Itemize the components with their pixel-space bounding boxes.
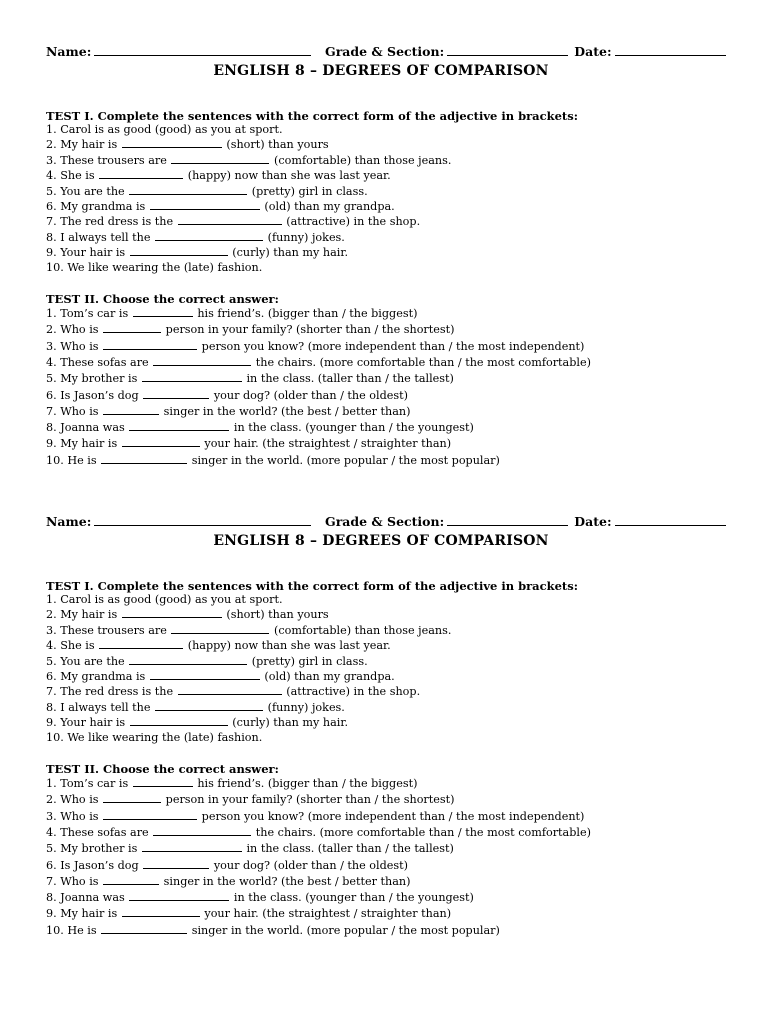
question-text-after: in the class. (younger than / the youngest) — [233, 421, 474, 435]
question-item — [46, 137, 726, 152]
test1-list — [46, 123, 726, 275]
question-text: 4. She is — [46, 169, 95, 183]
question-text: 7. Who is — [46, 874, 99, 888]
question-text: 1. Tom’s car is — [46, 777, 129, 791]
question-text: 5. My brother is — [46, 842, 138, 856]
answer-blank[interactable] — [101, 923, 187, 934]
test1-heading: TEST I. Complete the sentences with the correct form of the adjective in brackets: — [46, 579, 578, 593]
question-text: 10. He is — [46, 453, 97, 467]
answer-blank[interactable] — [133, 306, 193, 317]
question-text-after: (funny) jokes. — [267, 700, 345, 714]
question-text-after: (short) than yours — [226, 608, 329, 622]
date-label: Date: — [574, 44, 612, 59]
question-text: 10. We like wearing the (late) fashion. — [46, 260, 263, 274]
answer-blank[interactable] — [150, 199, 260, 210]
worksheet-title: ENGLISH 8 – DEGREES OF COMPARISON — [213, 533, 549, 549]
answer-blank[interactable] — [103, 792, 161, 803]
question-text-after: person you know? (more independent than / the most independent) — [201, 809, 585, 823]
question-item — [46, 623, 726, 638]
question-text: 8. Joanna was — [46, 891, 125, 905]
question-item — [46, 199, 726, 214]
question-item — [46, 607, 726, 622]
date-blank — [615, 44, 726, 56]
question-item — [46, 306, 726, 322]
question-text: 1. Carol is as good (good) as you at sport. — [46, 593, 283, 606]
question-item — [46, 339, 726, 355]
question-text-after: singer in the world? (the best / better than) — [163, 874, 411, 888]
question-text: 8. I always tell the — [46, 700, 151, 714]
answer-blank[interactable] — [130, 245, 228, 256]
question-text-after: (short) than yours — [226, 138, 329, 152]
question-item — [46, 825, 726, 841]
grade-blank — [447, 44, 568, 56]
answer-blank[interactable] — [129, 654, 247, 665]
question-text: 4. These sofas are — [46, 825, 149, 839]
answer-blank[interactable] — [122, 906, 200, 917]
question-text-after: his friend’s. (bigger than / the biggest) — [197, 307, 418, 321]
worksheet-1 — [46, 44, 726, 469]
answer-blank[interactable] — [153, 825, 251, 836]
test2-list — [46, 776, 726, 939]
question-text: 9. Your hair is — [46, 246, 126, 260]
question-item — [46, 841, 726, 857]
question-text: 3. These trousers are — [46, 153, 167, 167]
question-item — [46, 593, 726, 607]
answer-blank[interactable] — [143, 388, 209, 399]
question-item — [46, 230, 726, 245]
answer-blank[interactable] — [150, 669, 260, 680]
question-text: 4. These sofas are — [46, 355, 149, 369]
question-item — [46, 669, 726, 684]
name-label: Name: — [46, 44, 92, 59]
question-text-after: (old) than my grandpa. — [264, 200, 395, 214]
answer-blank[interactable] — [171, 623, 269, 634]
answer-blank[interactable] — [122, 436, 200, 447]
answer-blank[interactable] — [103, 404, 159, 415]
question-text-after: (happy) now than she was last year. — [187, 639, 391, 653]
test1-list — [46, 593, 726, 745]
worksheet-2 — [46, 514, 726, 939]
header-row — [46, 514, 726, 530]
question-text: 9. Your hair is — [46, 716, 126, 730]
question-text-after: (curly) than my hair. — [232, 246, 349, 260]
question-item — [46, 420, 726, 436]
question-text-after: the chairs. (more comfortable than / the most comfortable) — [255, 825, 591, 839]
answer-blank[interactable] — [178, 214, 282, 225]
answer-blank[interactable] — [103, 874, 159, 885]
name-blank — [94, 514, 311, 526]
question-text: 1. Carol is as good (good) as you at sport. — [46, 123, 283, 136]
question-text: 6. Is Jason’s dog — [46, 858, 139, 872]
worksheet-title: ENGLISH 8 – DEGREES OF COMPARISON — [213, 63, 549, 79]
question-text: 8. I always tell the — [46, 230, 151, 244]
question-text-after: (attractive) in the shop. — [286, 215, 421, 229]
question-item — [46, 684, 726, 699]
answer-blank[interactable] — [155, 230, 263, 241]
question-item — [46, 700, 726, 715]
question-text-after: your hair. (the straightest / straighter than) — [204, 437, 452, 451]
question-text-after: (happy) now than she was last year. — [187, 169, 391, 183]
question-item — [46, 184, 726, 199]
question-text: 9. My hair is — [46, 437, 118, 451]
question-item — [46, 214, 726, 229]
question-text-after: person you know? (more independent than / the most independent) — [201, 339, 585, 353]
test1-heading: TEST I. Complete the sentences with the correct form of the adjective in brackets: — [46, 109, 578, 123]
question-item — [46, 731, 726, 745]
answer-blank[interactable] — [143, 858, 209, 869]
question-text: 7. Who is — [46, 404, 99, 418]
question-text-after: person in your family? (shorter than / the shortest) — [165, 793, 455, 807]
answer-blank[interactable] — [171, 153, 269, 164]
question-text: 3. These trousers are — [46, 623, 167, 637]
question-item — [46, 858, 726, 874]
answer-blank[interactable] — [178, 684, 282, 695]
question-item — [46, 371, 726, 387]
question-text: 5. You are the — [46, 654, 125, 668]
date-blank — [615, 514, 726, 526]
answer-blank[interactable] — [129, 890, 229, 901]
question-item — [46, 776, 726, 792]
question-text-after: (funny) jokes. — [267, 230, 345, 244]
question-text-after: (old) than my grandpa. — [264, 670, 395, 684]
question-item — [46, 654, 726, 669]
question-text-after: singer in the world? (the best / better than) — [163, 404, 411, 418]
question-text: 6. My grandma is — [46, 200, 146, 214]
test2-heading: TEST II. Choose the correct answer: — [46, 292, 279, 307]
answer-blank[interactable] — [99, 638, 183, 649]
question-text: 1. Tom’s car is — [46, 307, 129, 321]
question-text: 5. You are the — [46, 184, 125, 198]
question-text-after: the chairs. (more comfortable than / the most comfortable) — [255, 355, 591, 369]
answer-blank[interactable] — [101, 453, 187, 464]
question-item — [46, 322, 726, 338]
question-text: 9. My hair is — [46, 907, 118, 921]
question-text: 8. Joanna was — [46, 421, 125, 435]
question-text-after: (attractive) in the shop. — [286, 685, 421, 699]
question-item — [46, 715, 726, 730]
answer-blank[interactable] — [153, 355, 251, 366]
question-text-after: (pretty) girl in class. — [251, 654, 368, 668]
question-item — [46, 436, 726, 452]
grade-blank — [447, 514, 568, 526]
question-text: 7. The red dress is the — [46, 215, 174, 229]
grade-label: Grade & Section: — [325, 44, 445, 59]
question-item — [46, 890, 726, 906]
question-item — [46, 355, 726, 371]
question-item — [46, 906, 726, 922]
date-label: Date: — [574, 514, 612, 529]
question-item — [46, 923, 726, 939]
answer-blank[interactable] — [142, 841, 242, 852]
question-text-after: (comfortable) than those jeans. — [274, 153, 452, 167]
question-item — [46, 874, 726, 890]
answer-blank[interactable] — [129, 420, 229, 431]
question-text-after: (comfortable) than those jeans. — [274, 623, 452, 637]
question-text-after: person in your family? (shorter than / the shortest) — [165, 323, 455, 337]
question-item — [46, 261, 726, 275]
question-text-after: singer in the world. (more popular / the most popular) — [191, 453, 500, 467]
test2-heading: TEST II. Choose the correct answer: — [46, 762, 279, 777]
question-text-after: your dog? (older than / the oldest) — [213, 858, 409, 872]
name-blank — [94, 44, 311, 56]
question-text: 6. My grandma is — [46, 670, 146, 684]
answer-blank[interactable] — [133, 776, 193, 787]
answer-blank[interactable] — [122, 137, 222, 148]
question-item — [46, 168, 726, 183]
question-item — [46, 245, 726, 260]
question-item — [46, 404, 726, 420]
question-text: 2. My hair is — [46, 138, 118, 152]
question-text: 4. She is — [46, 639, 95, 653]
name-label: Name: — [46, 514, 92, 529]
question-item — [46, 123, 726, 137]
answer-blank[interactable] — [155, 700, 263, 711]
question-text-after: your dog? (older than / the oldest) — [213, 388, 409, 402]
question-text-after: in the class. (taller than / the tallest) — [246, 842, 454, 856]
question-text: 7. The red dress is the — [46, 685, 174, 699]
test2-list — [46, 306, 726, 469]
question-text: 2. My hair is — [46, 608, 118, 622]
grade-label: Grade & Section: — [325, 514, 445, 529]
answer-blank[interactable] — [99, 168, 183, 179]
question-text: 3. Who is — [46, 809, 99, 823]
question-text: 6. Is Jason’s dog — [46, 388, 139, 402]
question-text: 10. We like wearing the (late) fashion. — [46, 730, 263, 744]
question-text-after: in the class. (younger than / the youngest) — [233, 891, 474, 905]
question-text: 5. My brother is — [46, 372, 138, 386]
question-item — [46, 153, 726, 168]
question-text: 2. Who is — [46, 793, 99, 807]
question-text: 2. Who is — [46, 323, 99, 337]
answer-blank[interactable] — [129, 184, 247, 195]
answer-blank[interactable] — [130, 715, 228, 726]
question-item — [46, 453, 726, 469]
question-item — [46, 638, 726, 653]
question-text-after: in the class. (taller than / the tallest) — [246, 372, 454, 386]
answer-blank[interactable] — [103, 339, 197, 350]
question-text: 10. He is — [46, 923, 97, 937]
answer-blank[interactable] — [103, 322, 161, 333]
question-text-after: (pretty) girl in class. — [251, 184, 368, 198]
question-text: 3. Who is — [46, 339, 99, 353]
answer-blank[interactable] — [122, 607, 222, 618]
question-item — [46, 809, 726, 825]
answer-blank[interactable] — [142, 371, 242, 382]
question-text-after: (curly) than my hair. — [232, 716, 349, 730]
question-item — [46, 792, 726, 808]
question-text-after: singer in the world. (more popular / the most popular) — [191, 923, 500, 937]
question-text-after: his friend’s. (bigger than / the biggest) — [197, 777, 418, 791]
answer-blank[interactable] — [103, 809, 197, 820]
question-text-after: your hair. (the straightest / straighter than) — [204, 907, 452, 921]
header-row — [46, 44, 726, 60]
question-item — [46, 388, 726, 404]
